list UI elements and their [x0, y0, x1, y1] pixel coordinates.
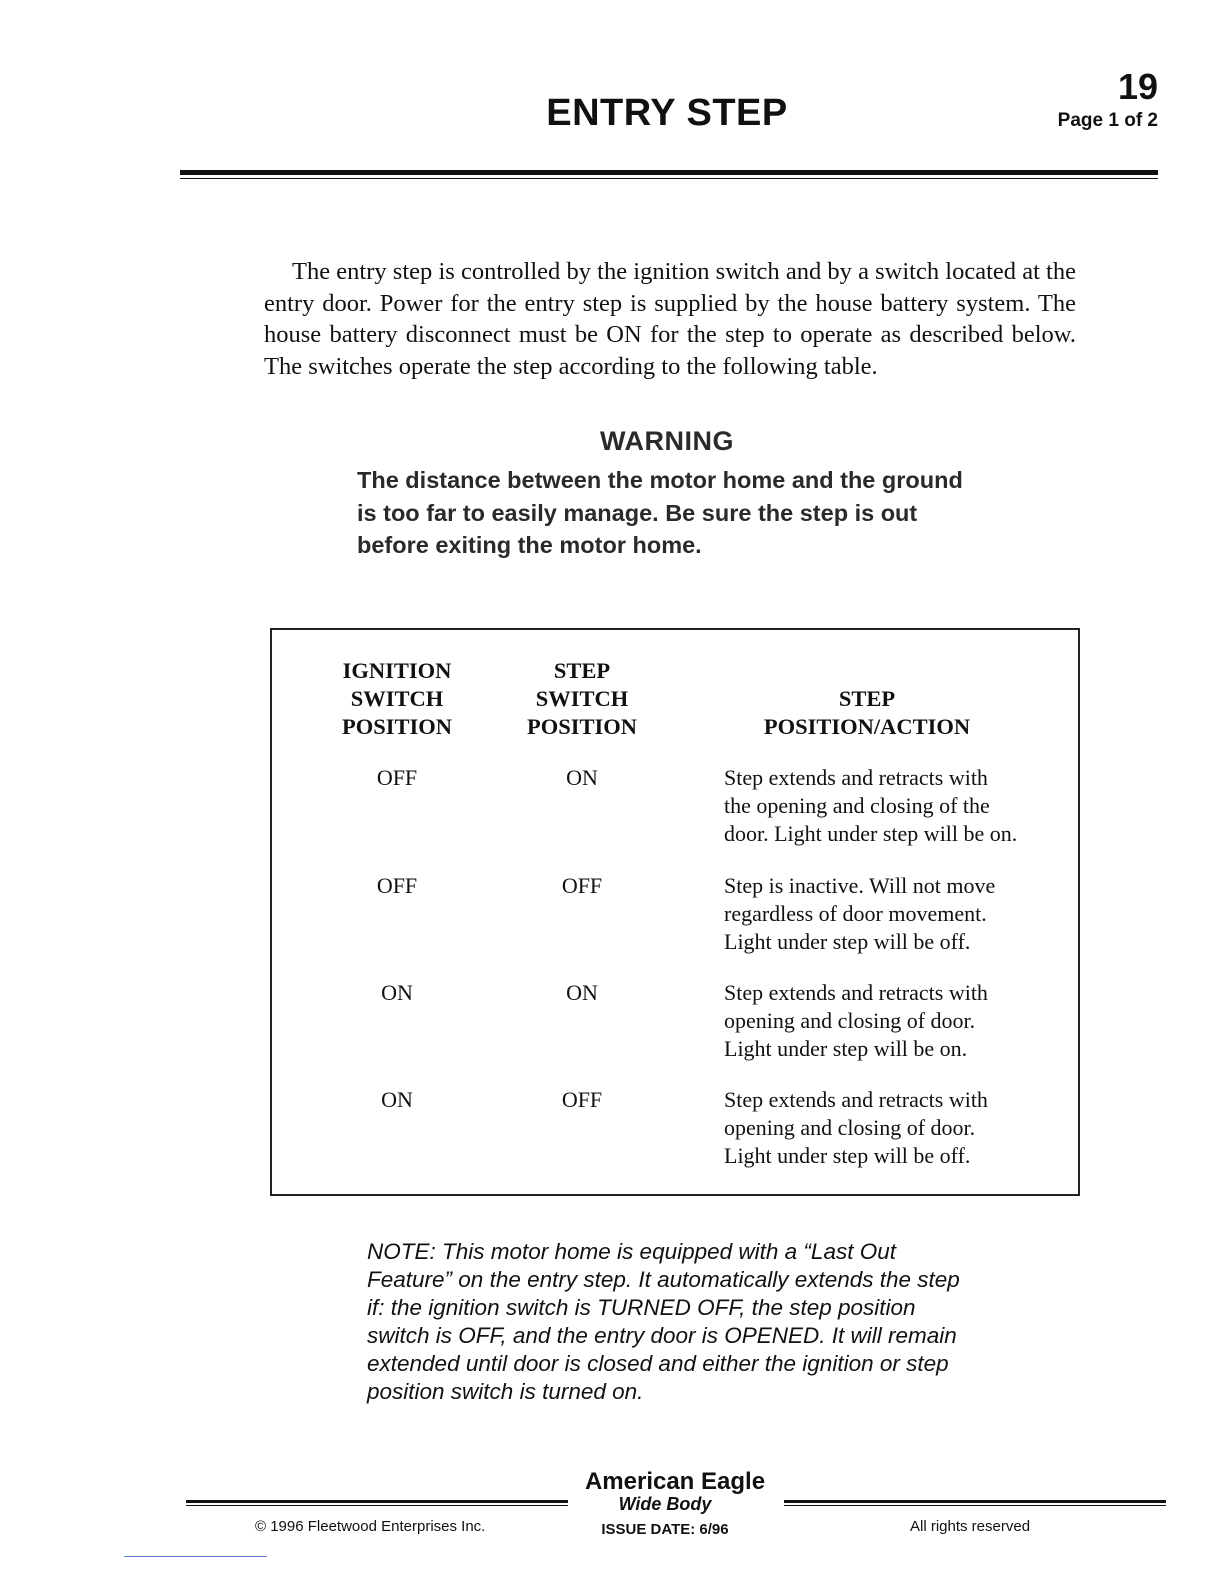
step-switch-cell: ON — [566, 765, 598, 790]
section-number: 19 — [1117, 66, 1158, 107]
action-line: opening and closing of door. — [724, 1115, 976, 1140]
page-indicator: Page 1 of 2 — [1057, 110, 1158, 131]
action-cell — [724, 872, 1054, 956]
warning-text: The distance between the motor home and the ground is too far to easily manage. Be sure the step is out before exiting the motor home. — [357, 467, 963, 558]
footer-divider-right — [784, 1500, 1166, 1506]
note-line: Feature” on the entry step. It automatically extends the step — [367, 1267, 960, 1292]
action-line: Light under step will be off. — [724, 1143, 971, 1168]
switch-table — [270, 628, 1080, 1196]
header-ignition — [327, 657, 467, 741]
footer-copyright: © 1996 Fleetwood Enterprises Inc. — [255, 1518, 486, 1535]
header-line: STEP — [838, 686, 896, 711]
ignition-cell: OFF — [376, 765, 418, 790]
action-line: door. Light under step will be on. — [724, 821, 1018, 846]
note-line: NOTE: This motor home is equipped with a “Last Out — [367, 1239, 896, 1264]
action-line: opening and closing of door. — [724, 1008, 976, 1033]
action-line: the opening and closing of the — [724, 793, 990, 818]
warning-title: WARNING — [600, 426, 734, 456]
header-step-switch — [512, 657, 652, 741]
ignition-cell: OFF — [376, 873, 418, 898]
header-line: IGNITION — [342, 658, 452, 683]
header-line: POSITION — [341, 714, 453, 739]
footer-model: Wide Body — [618, 1494, 712, 1514]
header-line: POSITION/ACTION — [763, 714, 971, 739]
page-title: ENTRY STEP — [546, 92, 788, 134]
header-divider — [180, 170, 1158, 179]
intro-paragraph: The entry step is controlled by the ignition switch and by a switch located at the entry door. Power for the entry step is supplied by the house battery system. The house battery disconnect must be ON for the step to operate as described below. The switches operate the step according to the following table. — [264, 258, 1076, 380]
note-line: switch is OFF, and the entry door is OPENED. It will remain — [367, 1323, 957, 1348]
step-switch-cell: OFF — [561, 873, 603, 898]
corner-mark — [124, 1556, 267, 1557]
action-cell — [724, 979, 1054, 1063]
footer-brand: American Eagle — [584, 1468, 766, 1495]
action-line: Light under step will be off. — [724, 929, 971, 954]
action-line: Step extends and retracts with — [724, 765, 988, 790]
header-line: SWITCH — [535, 686, 629, 711]
note-paragraph — [367, 1238, 997, 1406]
footer-divider-left — [186, 1500, 568, 1506]
action-line: Light under step will be on. — [724, 1036, 968, 1061]
action-cell — [724, 1086, 1054, 1170]
note-line: position switch is turned on. — [367, 1379, 644, 1404]
footer-rights: All rights reserved — [910, 1518, 1031, 1535]
action-line: Step is inactive. Will not move — [724, 873, 996, 898]
header-step-action — [722, 685, 1012, 741]
ignition-cell: ON — [381, 1087, 413, 1112]
action-cell — [724, 764, 1054, 848]
action-line: Step extends and retracts with — [724, 980, 988, 1005]
header-line: SWITCH — [350, 686, 444, 711]
header-line: POSITION — [526, 714, 638, 739]
action-line: regardless of door movement. — [724, 901, 987, 926]
step-switch-cell: ON — [566, 980, 598, 1005]
header-line: STEP — [553, 658, 611, 683]
note-line: extended until door is closed and either the ignition or step — [367, 1351, 949, 1376]
action-line: Step extends and retracts with — [724, 1087, 988, 1112]
ignition-cell: ON — [381, 980, 413, 1005]
note-line: if: the ignition switch is TURNED OFF, the step position — [367, 1295, 916, 1320]
footer-issue-date: ISSUE DATE: 6/96 — [601, 1521, 729, 1538]
step-switch-cell: OFF — [561, 1087, 603, 1112]
